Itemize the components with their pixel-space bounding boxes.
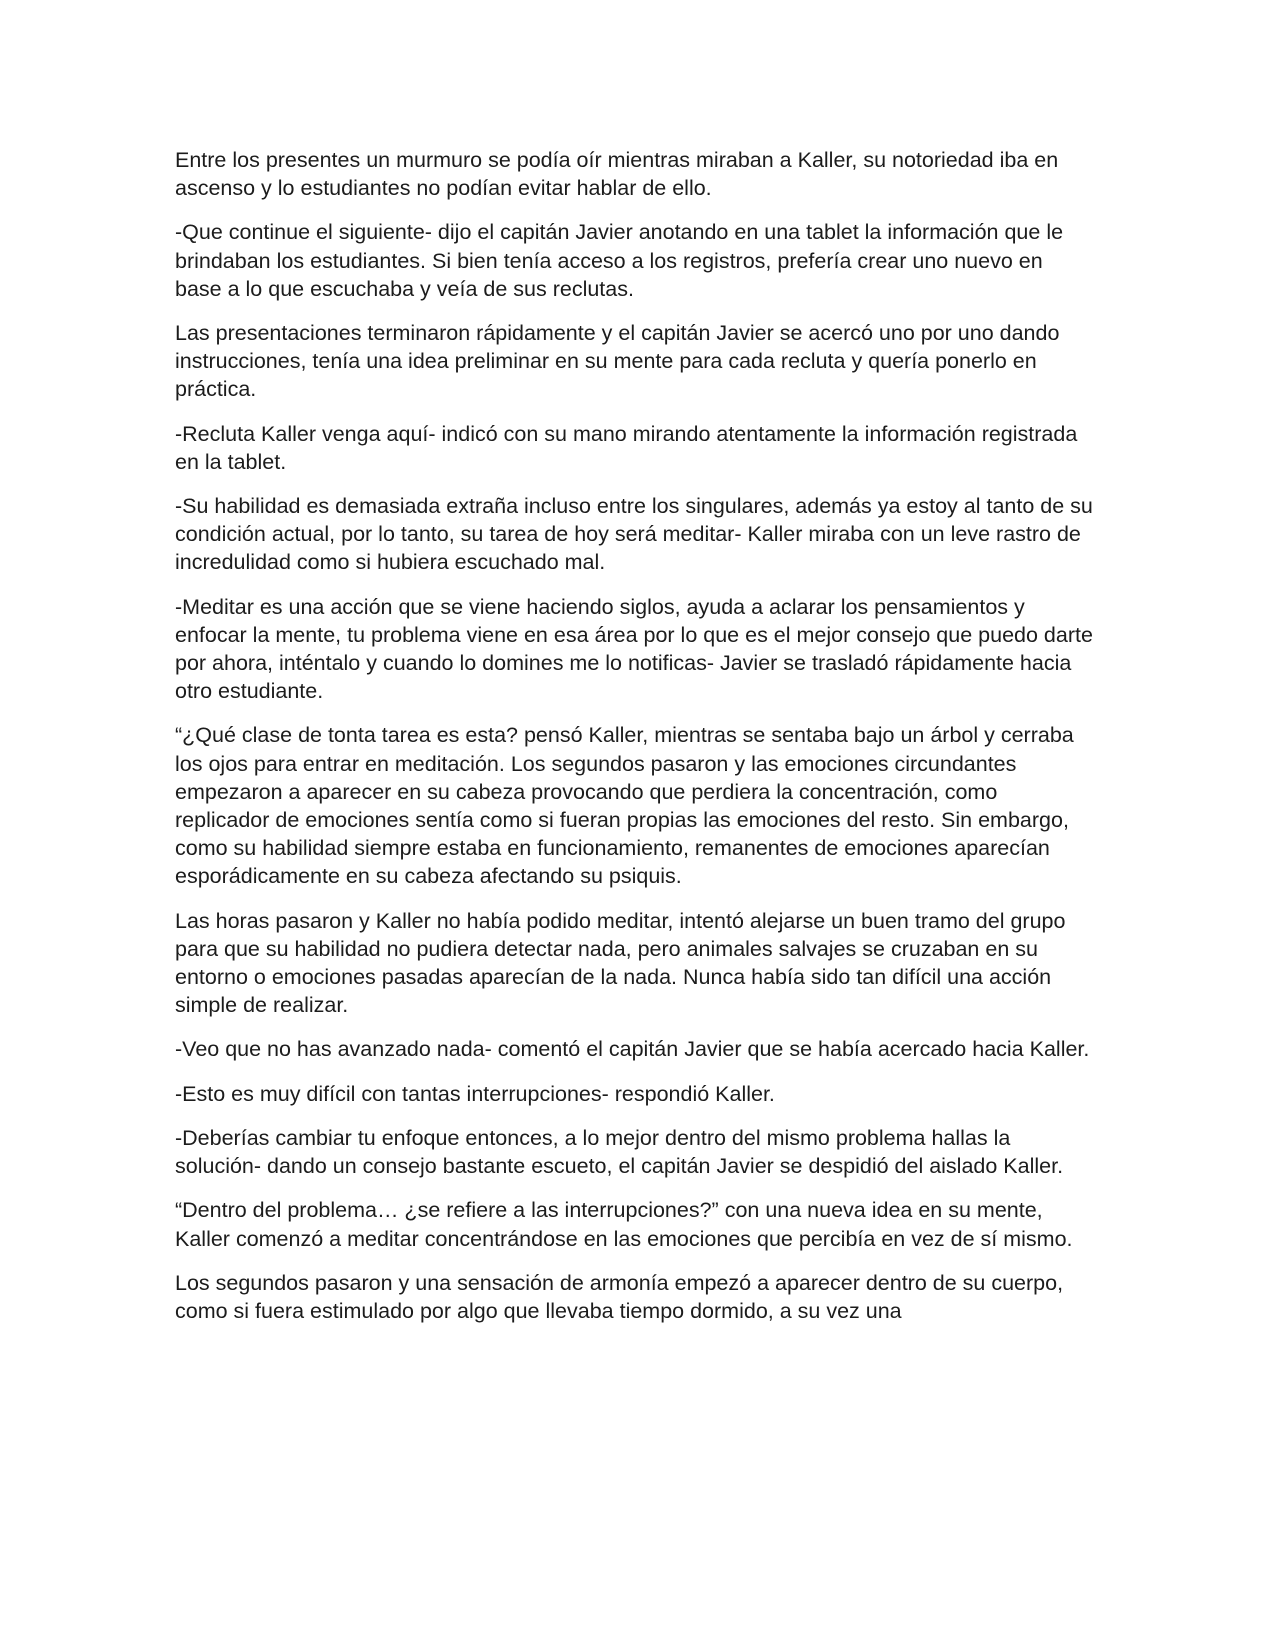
- paragraph: Las presentaciones terminaron rápidamente y el capitán Javier se acercó uno por uno dando instrucciones, tenía una idea preliminar en su mente para cada recluta y quería ponerlo en práctica.: [175, 321, 1060, 402]
- paragraph: Entre los presentes un murmuro se podía oír mientras miraban a Kaller, su notoriedad iba en ascenso y lo estudiantes no podían evitar hablar de ello.: [175, 148, 1059, 201]
- paragraph: “¿Qué clase de tonta tarea es esta? pensó Kaller, mientras se sentaba bajo un árbol y cerraba los ojos para entrar en meditación. Los segundos pasaron y las emociones circundantes empezaron a aparecer en su cabeza provocando que perdiera la concentración, como replicador de emociones sentía como si fueran propias las emociones del resto. Sin embargo, como su habilidad siempre estaba en funcionamiento, remanentes de emociones aparecían esporádicamente en su cabeza afectando su psiquis.: [175, 723, 1074, 889]
- paragraph: -Recluta Kaller venga aquí- indicó con su mano mirando atentamente la información registrada en la tablet.: [175, 421, 1078, 474]
- paragraph: -Esto es muy difícil con tantas interrupciones- respondió Kaller.: [175, 1081, 775, 1106]
- paragraph: Los segundos pasaron y una sensación de armonía empezó a aparecer dentro de su cuerpo, como si fuera estimulado por algo que llevaba tiempo dormido, a su vez una: [175, 1270, 1064, 1323]
- paragraph: -Veo que no has avanzado nada- comentó el capitán Javier que se había acercado hacia Kaller.: [175, 1037, 1090, 1062]
- paragraph: -Que continue el siguiente- dijo el capitán Javier anotando en una tablet la información que le brindaban los estudiantes. Si bien tenía acceso a los registros, prefería crear uno nuevo en base a lo que escuchaba y veía de sus reclutas.: [175, 220, 1064, 301]
- document-body: [175, 146, 1095, 1341]
- paragraph: “Dentro del problema… ¿se refiere a las interrupciones?” con una nueva idea en su mente, Kaller comenzó a meditar concentrándose en las emociones que percibía en vez de sí mismo.: [175, 1198, 1073, 1251]
- paragraph: Las horas pasaron y Kaller no había podido meditar, intentó alejarse un buen tramo del grupo para que su habilidad no pudiera detectar nada, pero animales salvajes se cruzaban en su entorno o emociones pasadas aparecían de la nada. Nunca había sido tan difícil una acción simple de realizar.: [175, 908, 1066, 1018]
- paragraph: -Deberías cambiar tu enfoque entonces, a lo mejor dentro del mismo problema hallas la solución- dando un consejo bastante escueto, el capitán Javier se despidió del aislado Kaller.: [175, 1125, 1064, 1179]
- paragraph: -Su habilidad es demasiada extraña incluso entre los singulares, además ya estoy al tanto de su condición actual, por lo tanto, su tarea de hoy será meditar- Kaller miraba con un leve rastro de incredulidad como si hubiera escuchado mal.: [175, 494, 1093, 575]
- paragraph: -Meditar es una acción que se viene haciendo siglos, ayuda a aclarar los pensamientos y enfocar la mente, tu problema viene en esa área por lo que es el mejor consejo que puedo darte por ahora, inténtalo y cuando lo domines me lo notificas- Javier se trasladó rápidamente hacia otro estudiante.: [175, 594, 1093, 704]
